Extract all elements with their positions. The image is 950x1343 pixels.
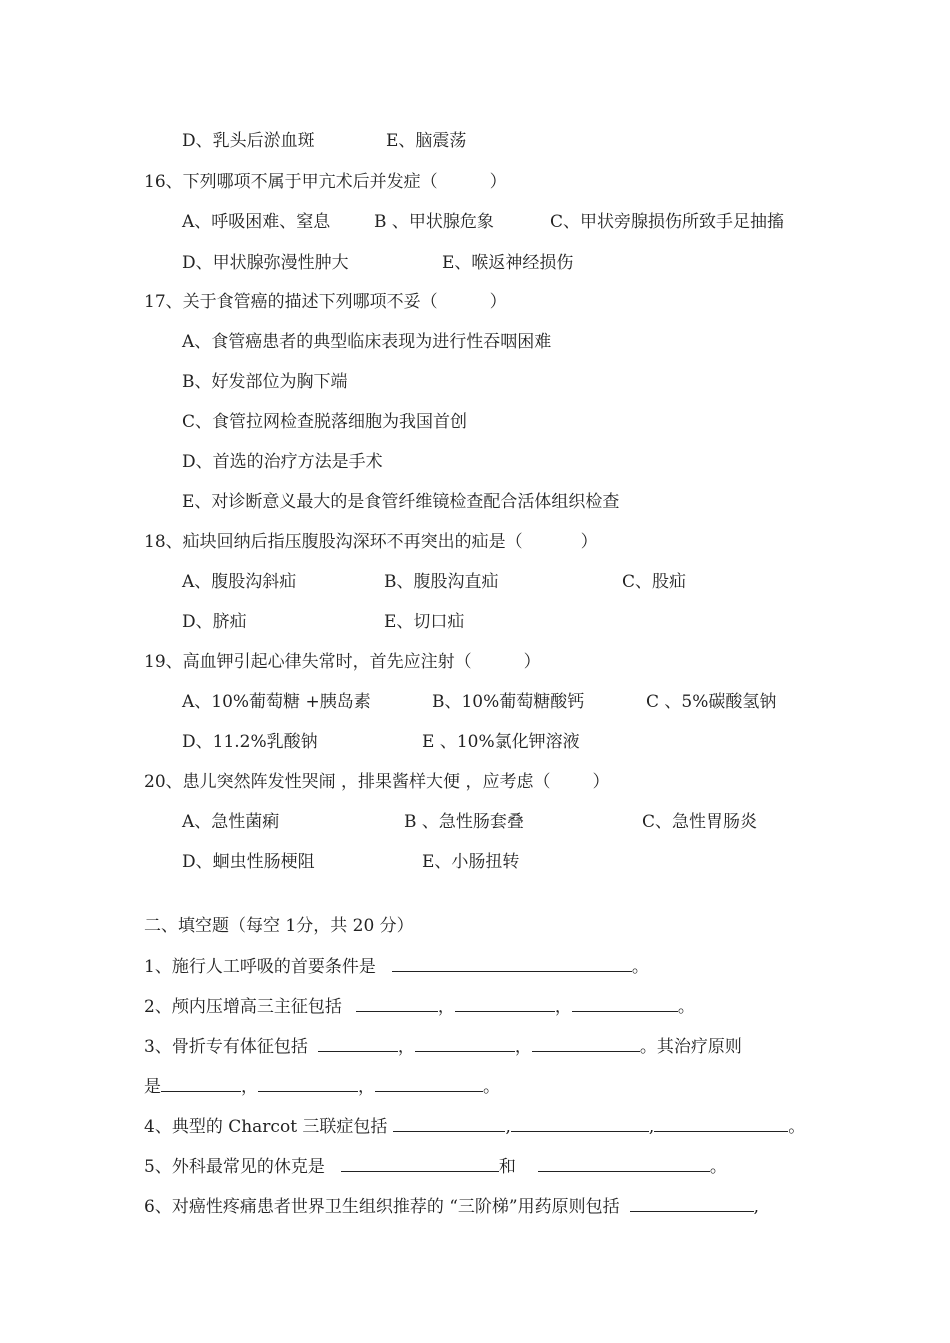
fill4-text: 4、典型的 Charcot 三联症包括: [144, 1117, 388, 1137]
q20-stem-text: 20、患儿突然阵发性哭闹 ，排果酱样大便 ，应考虑（: [144, 772, 551, 792]
fill5-text: 5、外科最常见的休克是: [144, 1157, 325, 1177]
fill4-end: 。: [788, 1117, 806, 1137]
q17-option-d: D、首选的治疗方法是手术: [182, 452, 383, 472]
q16-close: ）: [489, 172, 507, 192]
fill3-sep: ，: [241, 1077, 258, 1097]
fill3-mid: 。其治疗原则: [639, 1037, 742, 1057]
q17-stem: [144, 290, 507, 314]
q19-stem: [144, 650, 541, 674]
fill3-sep: ，: [397, 1037, 415, 1057]
q19-option-b: B、10%葡萄糖酸钙: [432, 692, 585, 712]
fill1-text: 1、施行人工呼吸的首要条件是: [144, 957, 376, 977]
fill5-end: 。: [709, 1157, 727, 1177]
fill-question-5: [144, 1154, 727, 1179]
fill2-sep: ，: [437, 997, 455, 1017]
q15-option-e: E、脑震荡: [386, 131, 467, 151]
fill3-text2: 是: [144, 1077, 161, 1097]
answer-blank[interactable]: [415, 1034, 515, 1052]
q20-option-c: C、急性胃肠炎: [642, 812, 758, 832]
answer-blank[interactable]: [393, 1114, 505, 1132]
q20-option-e: E、小肠扭转: [422, 852, 520, 872]
fill6-end: ,: [753, 1197, 760, 1217]
answer-blank[interactable]: [511, 1114, 649, 1132]
q16-option-c: C、甲状旁腺损伤所致手足抽搐: [550, 212, 785, 232]
q18-stem-text: 18、疝块回纳后指压腹股沟深环不再突出的疝是（: [144, 532, 523, 552]
fill3-sep: ，: [514, 1037, 532, 1057]
fill2-end: 。: [677, 997, 695, 1017]
q20-option-d: D、蛔虫性肠梗阻: [182, 852, 315, 872]
q18-option-e: E、切口疝: [384, 612, 465, 632]
q19-option-a: A、10%葡萄糖 +胰岛素: [182, 692, 371, 712]
q16-stem: [144, 170, 507, 194]
q15-option-d: D、乳头后淤血斑: [182, 131, 315, 151]
q18-option-a: A、腹股沟斜疝: [182, 572, 297, 592]
q18-option-c: C、股疝: [622, 572, 687, 592]
fill-question-3-cont: [144, 1074, 500, 1099]
q20-stem: [144, 770, 609, 794]
fill2-text: 2、颅内压增高三主征包括: [144, 997, 342, 1017]
answer-blank[interactable]: [532, 1034, 640, 1052]
fill1-end: 。: [631, 957, 649, 977]
answer-blank[interactable]: [630, 1194, 754, 1212]
q19-close: ）: [523, 652, 541, 672]
q19-option-c: C 、5%碳酸氢钠: [646, 692, 777, 712]
q17-option-a: A、食管癌患者的典型临床表现为进行性吞咽困难: [182, 332, 552, 352]
fill-question-3: [144, 1034, 742, 1059]
answer-blank[interactable]: [654, 1114, 788, 1132]
q19-option-e: E 、10%氯化钾溶液: [422, 732, 580, 752]
q16-stem-text: 16、下列哪项不属于甲亢术后并发症（: [144, 172, 438, 192]
q18-option-b: B、腹股沟直疝: [384, 572, 499, 592]
q17-option-c: C、食管拉网检查脱落细胞为我国首创: [182, 412, 468, 432]
answer-blank[interactable]: [538, 1154, 710, 1172]
answer-blank[interactable]: [318, 1034, 398, 1052]
fill6-text: 6、对癌性疼痛患者世界卫生组织推荐的 “三阶梯”用药原则包括: [144, 1197, 620, 1217]
answer-blank[interactable]: [356, 994, 438, 1012]
q19-option-d: D、11.2%乳酸钠: [182, 732, 318, 752]
q18-option-d: D、脐疝: [182, 612, 247, 632]
q17-stem-text: 17、关于食管癌的描述下列哪项不妥（: [144, 292, 438, 312]
answer-blank[interactable]: [375, 1074, 483, 1092]
q16-option-e: E、喉返神经损伤: [442, 253, 574, 273]
q19-stem-text: 19、高血钾引起心律失常时，首先应注射（: [144, 652, 472, 672]
fill-question-6: [144, 1194, 759, 1219]
q16-option-b: B 、甲状腺危象: [374, 212, 494, 232]
answer-blank[interactable]: [455, 994, 555, 1012]
fill-question-2: [144, 994, 695, 1019]
fill-question-4: [144, 1114, 805, 1139]
fill3-text: 3、骨折专有体征包括: [144, 1037, 308, 1057]
answer-blank[interactable]: [161, 1074, 241, 1092]
q20-close: ）: [592, 772, 610, 792]
fill4-sep: ,: [648, 1117, 655, 1137]
fill-question-1: [144, 954, 649, 979]
q20-option-b: B 、急性肠套叠: [404, 812, 524, 832]
q17-option-e: E、对诊断意义最大的是食管纤维镜检查配合活体组织检查: [182, 492, 620, 512]
q17-option-b: B、好发部位为胸下端: [182, 372, 348, 392]
fill2-sep: ，: [554, 997, 572, 1017]
answer-blank[interactable]: [572, 994, 678, 1012]
q17-close: ）: [489, 292, 507, 312]
q18-stem: [144, 530, 598, 554]
answer-blank[interactable]: [258, 1074, 358, 1092]
answer-blank[interactable]: [341, 1154, 499, 1172]
q16-option-d: D、甲状腺弥漫性肿大: [182, 253, 349, 273]
q18-close: ）: [580, 532, 598, 552]
fill3-sep: ，: [358, 1077, 375, 1097]
fill3-end: 。: [483, 1077, 500, 1097]
fill4-sep: ,: [505, 1117, 511, 1137]
q20-option-a: A、急性菌痢: [182, 812, 280, 832]
answer-blank[interactable]: [392, 954, 632, 972]
section-title-fill-in: 二、填空题（每空 1分，共 20 分）: [144, 916, 414, 936]
fill5-mid: 和: [498, 1157, 516, 1177]
q16-option-a: A、呼吸困难、窒息: [182, 212, 331, 232]
